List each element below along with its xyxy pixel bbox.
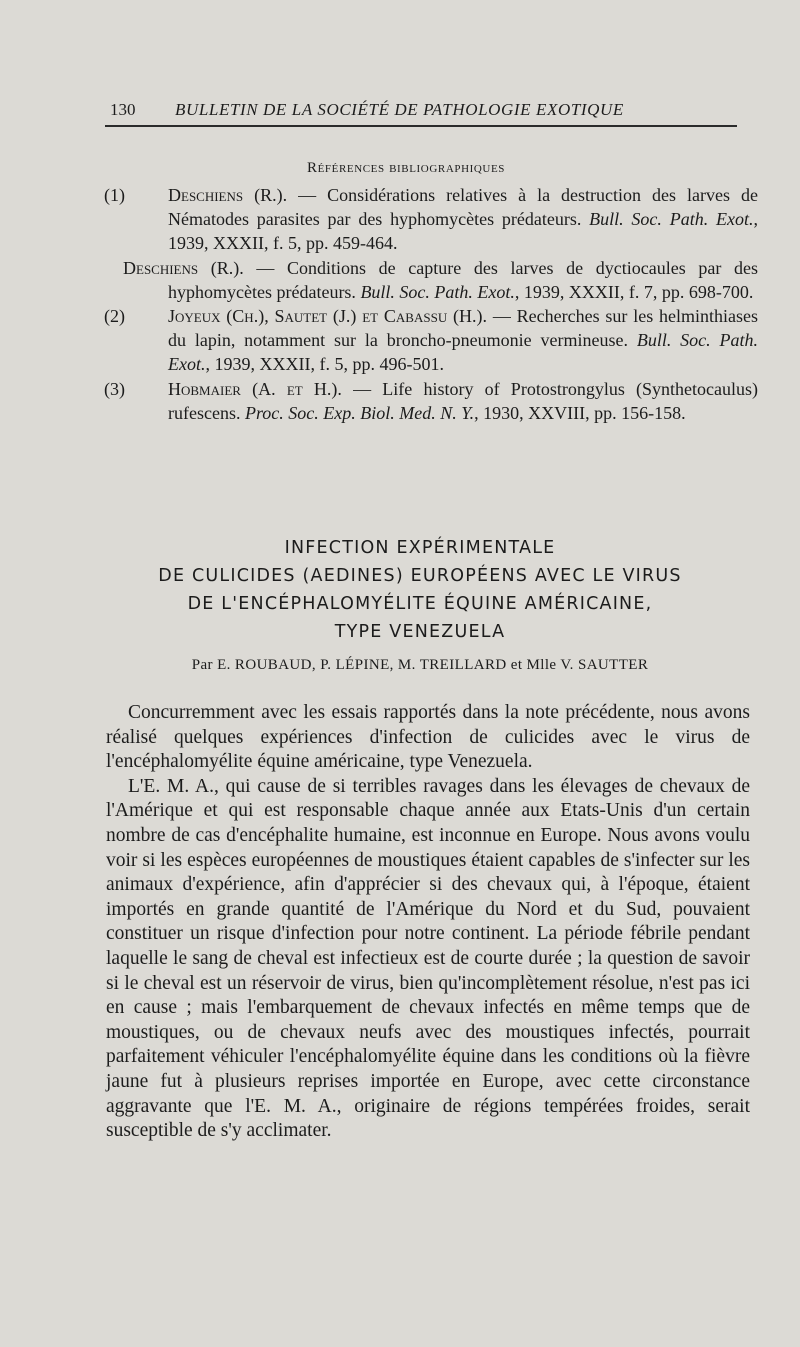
article-title-line: DE L'ENCÉPHALOMYÉLITE ÉQUINE AMÉRICAINE, (187, 594, 653, 614)
article-title (130, 534, 710, 646)
references-heading: Références bibliographiques (306, 160, 506, 176)
article-body (106, 701, 750, 1144)
header-rule (105, 125, 737, 127)
reference-number: (3) (104, 378, 125, 399)
reference-author: Joyeux (Ch.), Sautet (J.) et Cabassu (H.). (168, 306, 488, 327)
page-number: 130 (110, 100, 136, 119)
reference-author: Deschiens (R.). (168, 185, 288, 205)
reference-item (104, 183, 758, 256)
reference-number: (1) (104, 185, 125, 205)
references-list (104, 183, 758, 425)
reference-title: — Recherches sur les helminthiases du lapin, notamment sur la broncho-pneumonie vermineuse. (168, 306, 758, 351)
article-title-line: INFECTION EXPÉRIMENTALE (284, 538, 556, 558)
article-title-line: DE CULICIDES (AEDINES) EUROPÉENS AVEC LE VIRUS (158, 566, 682, 586)
reference-journal: Bull. Soc. Path. Exot. (168, 330, 759, 375)
reference-citation: , 1930, XXVIII, pp. 156-158. (474, 402, 686, 423)
reference-citation: , 1939, XXXII, f. 7, pp. 698-700. (514, 281, 754, 302)
body-paragraph: Concurremment avec les essais rapportés dans la note précédente, nous avons réalisé quelques expériences d'infection de culicides avec le virus de l'encéphalomyélite équine américaine, type Venezuela. (106, 702, 750, 773)
reference-journal: Bull. Soc. Path. Exot. (589, 209, 754, 230)
running-title: BULLETIN DE LA SOCIÉTÉ DE PATHOLOGIE EXOTIQUE (175, 100, 624, 119)
reference-item (104, 304, 758, 377)
reference-citation: , 1939, XXXII, f. 5, pp. 459-464. (168, 209, 758, 254)
body-paragraph: L'E. M. A., qui cause de si terribles ravages dans les élevages de chevaux de l'Amérique et qui est responsable chaque année aux Etats-Unis d'un certain nombre de cas d'encéphalite humaine, est inconnue en Europe. Nous avons voulu voir si les espèces européennes de moustiques étaient capables de s'infecter sur les animaux d'expérience, afin d'apprécier si des chevaux qui, à l'époque, étaient importés en grande quantité de l'Amérique du Nord et du Sud, pouvaient constituer un risque d'infection pour notre continent. La période fébrile pendant laquelle le sang de cheval est infectieux est de courte durée ; la question de savoir si le cheval est un réservoir de virus, bien qu'incomplètement résolue, n'est pas ici en cause ; mais l'embarquement de chevaux infectés en même temps que de moustiques, ou de chevaux neufs avec des moustiques infectés, pourrait parfaitement véhiculer l'encéphalomyélite équine dans les conditions où la fièvre jaune fut à plusieurs reprises importée en Europe, avec cette circonstance aggravante que l'E. M. A., originaire de régions tempérées froides, serait susceptible de s'y acclimater. (106, 775, 750, 1142)
reference-author: Deschiens (R.). (123, 257, 244, 278)
reference-title: — Life history of Protostrongylus (Synthetocaulus) rufescens. (168, 378, 758, 423)
reference-author: Hobmaier (A. et H.). (168, 378, 342, 399)
reference-title: — Conditions de capture des larves de dyctiocaules par des hyphomycètes prédateurs. (168, 257, 758, 302)
reference-citation: , 1939, XXXII, f. 5, pp. 496-501. (205, 354, 444, 375)
reference-journal: Bull. Soc. Path. Exot. (360, 281, 515, 302)
article-title-line: TYPE VENEZUELA (334, 622, 506, 642)
reference-item (104, 377, 758, 425)
reference-number: (2) (104, 306, 125, 327)
reference-title: — Considérations relatives à la destruction des larves de Nématodes parasites par des hyphomycètes prédateurs. (168, 185, 758, 230)
reference-item (104, 256, 758, 304)
reference-journal: Proc. Soc. Exp. Biol. Med. N. Y. (244, 402, 475, 423)
article-authors: Par E. ROUBAUD, P. LÉPINE, M. TREILLARD et Mlle V. SAUTTER (191, 657, 649, 673)
